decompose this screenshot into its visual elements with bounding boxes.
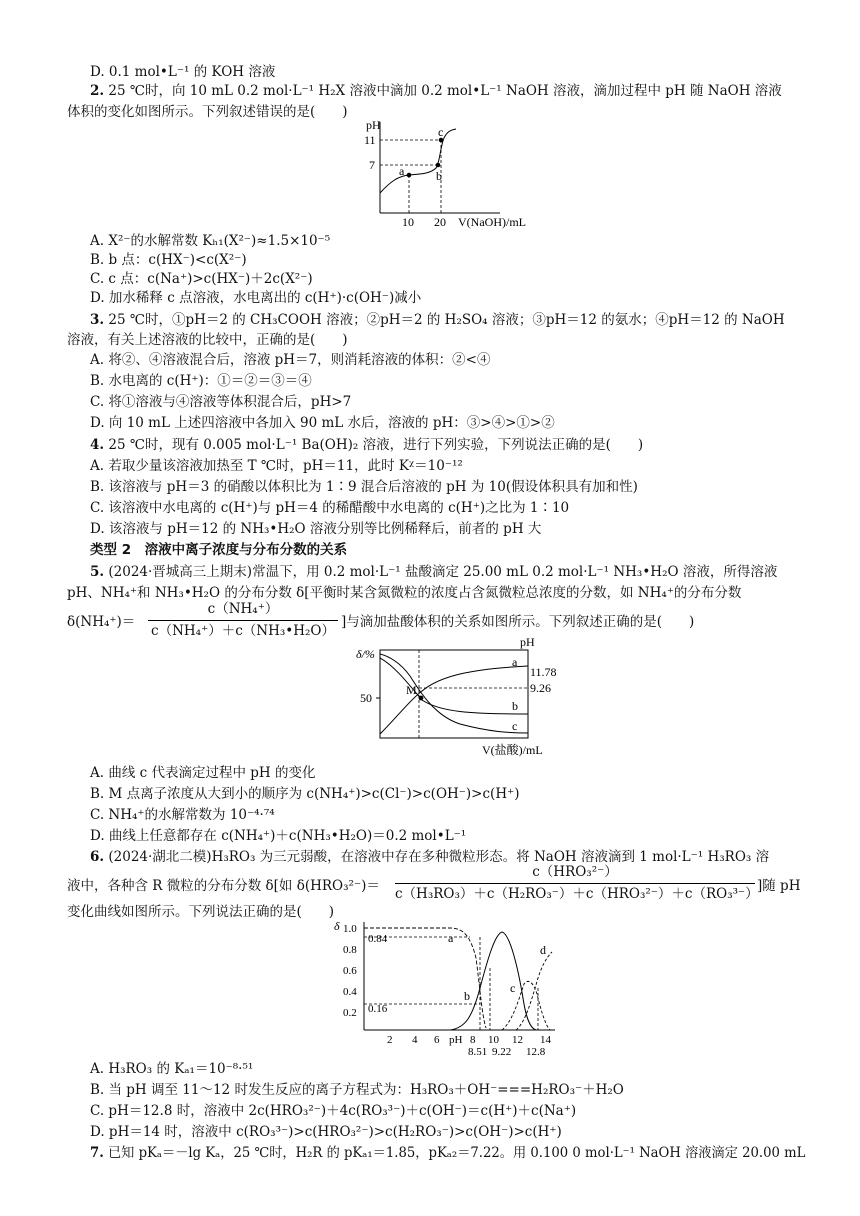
fig3-label-c: c (510, 981, 516, 995)
fig3-xtick-6: 6 (434, 1034, 440, 1046)
ph-distribution-figure (330, 918, 570, 1058)
q5-stem-1: 5. (2024·晋城高三上期末)常温下，用 0.2 mol·L⁻¹ 盐酸滴定 25.00 mL 0.2 mol·L⁻¹ NH₃•H₂O 溶液，所得溶液 (90, 564, 778, 580)
q5-delta-lhs: δ(NH₄⁺)＝ (67, 614, 136, 630)
fig1-point-b (436, 163, 441, 168)
q2-option-a: A. X²⁻的水解常数 Kₕ₁(X²⁻)≈1.5×10⁻⁵ (90, 233, 331, 249)
q3-option-c: C. 将①溶液与④溶液等体积混合后，pH>7 (90, 394, 352, 410)
q5-option-d: D. 曲线上任意都存在 c(NH₄⁺)＋c(NH₃•H₂O)＝0.2 mol•L⁻¹ (90, 828, 467, 844)
q5-option-c: C. NH₄⁺的水解常数为 10⁻⁴·⁷⁴ (90, 807, 275, 823)
q2-option-c: C. c 点：c(Na⁺)>c(HX⁻)＋2c(X²⁻) (90, 271, 313, 287)
fig3-label-b: b (464, 989, 470, 1003)
q3-option-b: B. 水电离的 c(H⁺)：①＝②＝③＝④ (90, 373, 312, 389)
q6-stem-3: 变化曲线如图所示。下列说法正确的是( ) (67, 904, 335, 920)
q6-stem-2-post: ]随 pH (757, 878, 801, 894)
fig3-ytick-08: 0.8 (343, 944, 357, 956)
fig3-tick-851: 8.51 (468, 1046, 488, 1058)
fig2-ytick-50: 50 (360, 691, 372, 705)
q5-stem-3: ]与滴加盐酸体积的关系如图所示。下列叙述正确的是( ) (341, 614, 695, 630)
q5-option-a: A. 曲线 c 代表滴定过程中 pH 的变化 (90, 765, 316, 781)
fig2-ylabel: δ/% (356, 647, 375, 661)
q2-option-b: B. b 点：c(HX⁻)<c(X²⁻) (90, 252, 247, 268)
fig1-curve (380, 129, 456, 193)
q6-option-b: B. 当 pH 调至 11～12 时发生反应的离子方程式为：H₃RO₃＋OH⁻===H₂RO₃⁻＋H₂O (90, 1082, 624, 1098)
fig3-label-d: d (540, 943, 546, 957)
fig3-xtick-10: 10 (488, 1034, 499, 1046)
fig3-curve-b (450, 932, 536, 1030)
section-heading-type2: 类型 2 溶液中离子浓度与分布分数的关系 (90, 542, 348, 558)
fig3-ytick-04: 0.4 (343, 986, 357, 998)
q3-stem-1: 3. 25 ℃时，①pH＝2 的 CH₃COOH 溶液；②pH＝2 的 H₂SO₄ 溶液；③pH＝12 的氨水；④pH＝12 的 NaOH (90, 312, 785, 328)
fig2-label-m: M (406, 683, 417, 697)
q3-option-d: D. 向 10 mL 上述四溶液中各加入 90 mL 水后，溶液的 pH：③>④>①>② (90, 415, 555, 431)
fig3-value-016: 0.16 (368, 1003, 388, 1015)
q4-option-c: C. 该溶液中水电离的 c(H⁺)与 pH＝4 的稀醋酸中水电离的 c(H⁺)之比为 1∶10 (90, 500, 570, 516)
fig3-ytick-02: 0.2 (343, 1007, 357, 1019)
fig3-xtick-14: 14 (540, 1034, 551, 1046)
q3-option-a: A. 将②、④溶液混合后，溶液 pH＝7，则消耗溶液的体积：②<④ (90, 352, 491, 368)
fig2-curve-c (380, 654, 528, 733)
q5-fraction-bar (148, 620, 338, 621)
q6-stem-2-lhs: 液中，各种含 R 微粒的分布分数 δ[如 δ(HRO₃²⁻)＝ (67, 878, 380, 894)
q5-fraction-denominator: c（NH₄⁺）＋c（NH₃•H₂O） (151, 623, 335, 639)
fig3-ytick-06: 0.6 (343, 965, 357, 977)
titration-curve-figure (352, 118, 552, 230)
option-d-prev: D. 0.1 mol•L⁻¹ 的 KOH 溶液 (90, 64, 276, 80)
q3-stem-2: 溶液，有关上述溶液的比较中，正确的是( ) (67, 332, 348, 348)
fig2-label-c: c (512, 719, 518, 733)
q2-stem-2: 体积的变化如图所示。下列叙述错误的是( ) (67, 104, 348, 120)
q6-option-c: C. pH＝12.8 时，溶液中 2c(HRO₃²⁻)＋4c(RO₃³⁻)＋c(OH⁻)＝c(H⁺)＋c(Na⁺) (90, 1103, 577, 1119)
fig1-ylabel: pH (366, 118, 381, 132)
fig3-tick-128: 12.8 (526, 1046, 546, 1058)
fig3-tick-922: 9.22 (492, 1046, 512, 1058)
fig3-xtick-2: 2 (387, 1034, 393, 1046)
q7-stem: 7. 已知 pKₐ＝－lg Kₐ，25 ℃时，H₂R 的 pKₐ₁＝1.85，pKₐ₂＝7.22。用 0.100 0 mol·L⁻¹ NaOH 溶液滴定 20.00 mL (90, 1145, 806, 1161)
q6-fraction-bar (395, 883, 755, 884)
q2-option-d: D. 加水稀释 c 点溶液，水电离出的 c(H⁺)·c(OH⁻)减小 (90, 290, 422, 306)
distribution-fraction-figure (340, 636, 580, 758)
fig1-xtick-20: 20 (434, 215, 446, 229)
fig1-xlabel: V(NaOH)/mL (458, 215, 526, 229)
fig3-xtick-4: 4 (412, 1034, 418, 1046)
fig2-xlabel: V(盐酸)/mL (482, 743, 543, 757)
fig3-ylabel: δ (334, 919, 340, 933)
q6-fraction-denominator: c（H₃RO₃）＋c（H₂RO₃⁻）＋c（HRO₃²⁻）＋c（RO₃³⁻） (395, 886, 759, 902)
fig1-point-a (407, 173, 412, 178)
q6-option-a: A. H₃RO₃ 的 Kₐ₁＝10⁻⁸·⁵¹ (90, 1061, 254, 1077)
q6-option-d: D. pH＝14 时，溶液中 c(RO₃³⁻)>c(HRO₃²⁻)>c(H₂RO₃⁻)>c(OH⁻)>c(H⁺) (90, 1124, 562, 1140)
q5-fraction-numerator: c（NH₄⁺） (207, 601, 279, 617)
q5-stem-2: pH、NH₄⁺和 NH₃•H₂O 的分布分数 δ[平衡时某含氮微粒的浓度占含氮微粒总浓度的分数，如 NH₄⁺的分布分数 (67, 585, 742, 601)
fig2-rtick-926: 9.26 (530, 681, 551, 695)
fig2-ylabel-right: pH (520, 635, 535, 649)
q4-option-a: A. 若取少量该溶液加热至 T ℃时，pH＝11，此时 Kᵡ＝10⁻¹² (90, 458, 463, 474)
fig3-label-a: a (448, 931, 454, 945)
fig1-label-a: a (399, 164, 405, 178)
fig1-label-b: b (436, 169, 442, 183)
fig3-ytick-10: 1.0 (343, 923, 357, 935)
q6-stem-1: 6. (2024·湖北二模)H₃RO₃ 为三元弱酸，在溶液中存在多种微粒形态。将 NaOH 溶液滴到 1 mol·L⁻¹ H₃RO₃ 溶 (90, 849, 770, 865)
q4-stem: 4. 25 ℃时，现有 0.005 mol·L⁻¹ Ba(OH)₂ 溶液，进行下列实验，下列说法正确的是( ) (90, 437, 644, 453)
q6-fraction-numerator: c（HRO₃²⁻） (532, 864, 618, 880)
fig2-label-a: a (512, 655, 518, 669)
q5-option-b: B. M 点离子浓度从大到小的顺序为 c(NH₄⁺)>c(Cl⁻)>c(OH⁻)>c(H⁺) (90, 786, 520, 802)
q4-option-b: B. 该溶液与 pH＝3 的硝酸以体积比为 1∶9 混合后溶液的 pH 为 10(假设体积具有加和性) (90, 479, 638, 495)
fig3-xtick-8: 8 (470, 1034, 476, 1046)
fig3-value-084: 0.84 (368, 933, 388, 945)
q2-stem-1: 2. 25 ℃时，向 10 mL 0.2 mol·L⁻¹ H₂X 溶液中滴加 0.2 mol•L⁻¹ NaOH 溶液，滴加过程中 pH 随 NaOH 溶液 (90, 83, 782, 99)
fig2-point-m (419, 696, 424, 701)
fig1-ytick-7: 7 (369, 158, 375, 172)
fig3-xtick-12: 12 (512, 1034, 523, 1046)
fig3-xlabel: pH (449, 1034, 463, 1046)
q4-option-d: D. 该溶液与 pH＝12 的 NH₃•H₂O 溶液分别等比例稀释后，前者的 pH 大 (90, 521, 542, 537)
fig2-label-b: b (512, 699, 518, 713)
fig2-rtick-1178: 11.78 (530, 665, 557, 679)
fig1-ytick-11: 11 (364, 133, 376, 147)
fig1-xtick-10: 10 (402, 215, 414, 229)
fig1-label-c: c (438, 125, 444, 139)
